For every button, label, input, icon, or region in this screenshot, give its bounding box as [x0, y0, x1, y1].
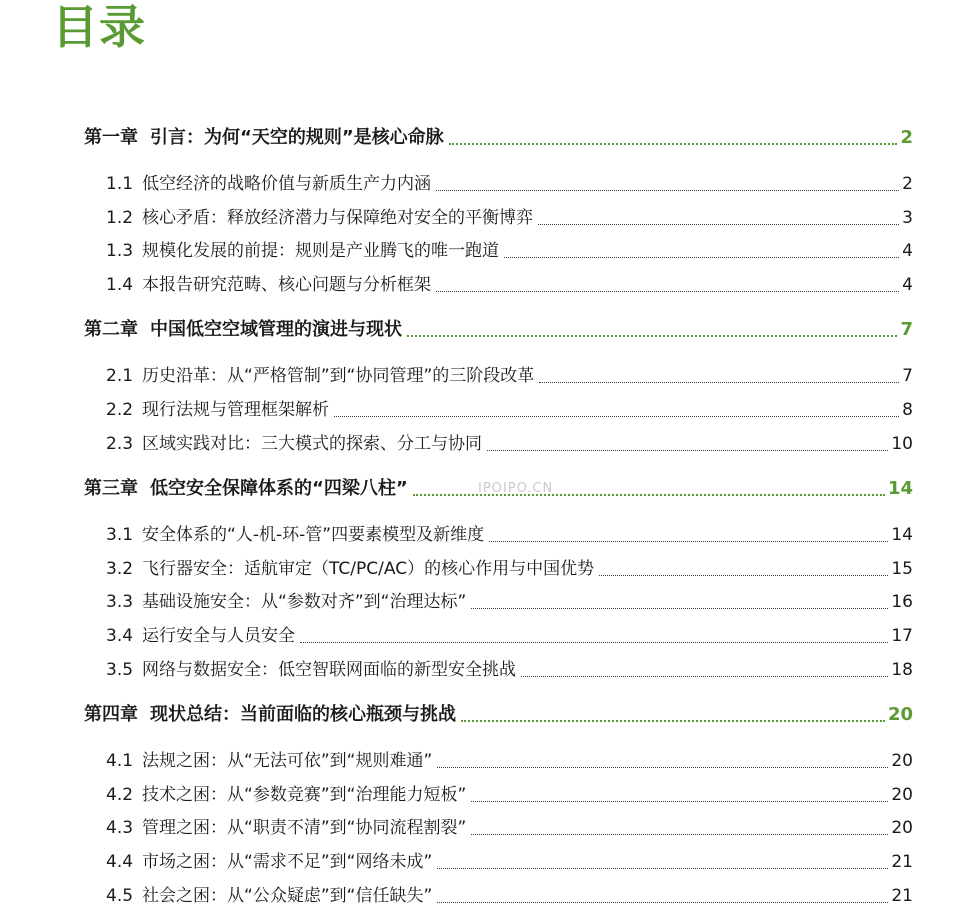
- section-title: 技术之困：从“参数竞赛”到“治理能力短板”: [142, 784, 467, 805]
- dot-leader: [437, 880, 888, 903]
- section-page-number: 4: [902, 274, 913, 295]
- toc-section-entry[interactable]: [84, 519, 913, 553]
- toc-section-entry[interactable]: [84, 202, 913, 236]
- dot-leader: [471, 779, 888, 802]
- section-number: 3.3: [106, 592, 134, 613]
- section-title: 飞行器安全：适航审定（TC/PC/AC）的核心作用与中国优势: [142, 558, 595, 579]
- chapter-title: 引言：为何“天空的规则”是核心命脉: [150, 127, 444, 148]
- section-title: 规模化发展的前提：规则是产业腾飞的唯一跑道: [142, 241, 500, 262]
- toc-section-entry[interactable]: [84, 586, 913, 620]
- toc-section-entry[interactable]: [84, 620, 913, 654]
- dot-leader: [437, 745, 888, 768]
- toc-section-entry[interactable]: [84, 360, 913, 394]
- section-page-number: 10: [891, 433, 913, 454]
- dot-leader: [449, 121, 898, 145]
- section-number: 4.3: [106, 818, 134, 839]
- chapter-number: 第三章: [84, 478, 138, 500]
- section-number: 2.3: [106, 433, 134, 454]
- section-number: 4.5: [106, 885, 134, 906]
- dot-leader: [461, 698, 885, 722]
- section-page-number: 20: [891, 818, 913, 839]
- section-title: 管理之困：从“职责不清”到“协同流程割裂”: [142, 818, 467, 839]
- toc-chapter-entry[interactable]: [84, 121, 913, 155]
- section-title: 核心矛盾：释放经济潜力与保障绝对安全的平衡博弈: [142, 207, 534, 228]
- section-number: 1.1: [106, 174, 134, 194]
- section-number: 2.2: [106, 399, 134, 420]
- toc-chapter-entry[interactable]: [84, 698, 913, 732]
- table-of-contents: [84, 121, 913, 913]
- section-number: 4.2: [106, 784, 134, 805]
- toc-section-entry[interactable]: [84, 394, 913, 428]
- section-page-number: 18: [891, 659, 913, 680]
- section-title: 社会之困：从“公众疑虑”到“信任缺失”: [142, 885, 433, 906]
- chapter-page-number: 14: [887, 478, 913, 500]
- section-number: 3.1: [106, 525, 134, 546]
- chapter-title: 低空安全保障体系的“四梁八柱”: [150, 478, 408, 500]
- section-page-number: 3: [902, 207, 913, 228]
- section-page-number: 20: [891, 751, 913, 772]
- section-title: 运行安全与人员安全: [142, 625, 296, 646]
- chapter-page-number: 20: [887, 704, 913, 726]
- toc-section-entry[interactable]: [84, 553, 913, 587]
- dot-leader: [334, 394, 899, 417]
- page-title: 目录: [52, 0, 146, 54]
- section-page-number: 8: [902, 399, 913, 420]
- dot-leader: [539, 360, 899, 383]
- section-number: 2.1: [106, 366, 134, 387]
- toc-section-entry[interactable]: [84, 745, 913, 779]
- section-page-number: 16: [891, 592, 913, 613]
- section-number: 3.5: [106, 659, 134, 680]
- section-page-number: 4: [902, 241, 913, 262]
- toc-section-entry[interactable]: [84, 235, 913, 269]
- watermark: IPOIPO.CN: [478, 481, 554, 496]
- section-number: 1.4: [106, 274, 134, 295]
- chapter-page-number: 2: [900, 127, 913, 148]
- section-title: 本报告研究范畴、核心问题与分析框架: [142, 274, 432, 295]
- section-page-number: 7: [902, 366, 913, 387]
- chapter-number: 第四章: [84, 704, 138, 726]
- dot-leader: [436, 168, 899, 191]
- chapter-title: 现状总结：当前面临的核心瓶颈与挑战: [150, 704, 456, 726]
- toc-section-entry[interactable]: [84, 880, 913, 914]
- dot-leader: [521, 654, 888, 677]
- toc-chapter-entry[interactable]: [84, 313, 913, 347]
- dot-leader: [487, 428, 888, 451]
- dot-leader: [471, 812, 888, 835]
- section-title: 市场之困：从“需求不足”到“网络未成”: [142, 851, 433, 872]
- section-page-number: 14: [891, 525, 913, 546]
- dot-leader: [413, 472, 885, 496]
- toc-section-entry[interactable]: [84, 269, 913, 303]
- section-number: 1.3: [106, 241, 134, 262]
- toc-section-entry[interactable]: [84, 846, 913, 880]
- section-number: 4.4: [106, 851, 134, 872]
- section-number: 3.2: [106, 558, 134, 579]
- toc-chapter-entry[interactable]: [84, 472, 913, 506]
- section-title: 法规之困：从“无法可依”到“规则难通”: [142, 751, 433, 772]
- section-number: 4.1: [106, 751, 134, 772]
- dot-leader: [437, 846, 888, 869]
- chapter-page-number: 7: [900, 319, 913, 341]
- section-page-number: 21: [891, 885, 913, 906]
- dot-leader: [407, 313, 897, 337]
- dot-leader: [599, 553, 888, 576]
- toc-section-entry[interactable]: [84, 812, 913, 846]
- toc-section-entry[interactable]: [84, 168, 913, 202]
- dot-leader: [436, 269, 899, 292]
- toc-section-entry[interactable]: [84, 428, 913, 462]
- dot-leader: [538, 202, 899, 225]
- dot-leader: [504, 235, 899, 258]
- chapter-number: 第二章: [84, 319, 138, 341]
- section-title: 网络与数据安全：低空智联网面临的新型安全挑战: [142, 659, 517, 680]
- section-page-number: 21: [891, 851, 913, 872]
- section-title: 区域实践对比：三大模式的探索、分工与协同: [142, 433, 483, 454]
- section-page-number: 2: [902, 174, 913, 194]
- section-number: 1.2: [106, 207, 134, 228]
- section-title: 低空经济的战略价值与新质生产力内涵: [142, 174, 432, 194]
- dot-leader: [300, 620, 888, 643]
- section-page-number: 20: [891, 784, 913, 805]
- chapter-number: 第一章: [84, 127, 138, 148]
- section-title: 基础设施安全：从“参数对齐”到“治理达标”: [142, 592, 467, 613]
- toc-section-entry[interactable]: [84, 779, 913, 813]
- section-page-number: 17: [891, 625, 913, 646]
- dot-leader: [489, 519, 888, 542]
- section-title: 现行法规与管理框架解析: [142, 399, 330, 420]
- section-title: 安全体系的“人-机-环-管”四要素模型及新维度: [142, 525, 485, 546]
- section-page-number: 15: [891, 558, 913, 579]
- dot-leader: [471, 586, 888, 609]
- section-title: 历史沿革：从“严格管制”到“协同管理”的三阶段改革: [142, 366, 535, 387]
- section-number: 3.4: [106, 625, 134, 646]
- chapter-title: 中国低空空域管理的演进与现状: [150, 319, 402, 341]
- toc-section-entry[interactable]: [84, 654, 913, 688]
